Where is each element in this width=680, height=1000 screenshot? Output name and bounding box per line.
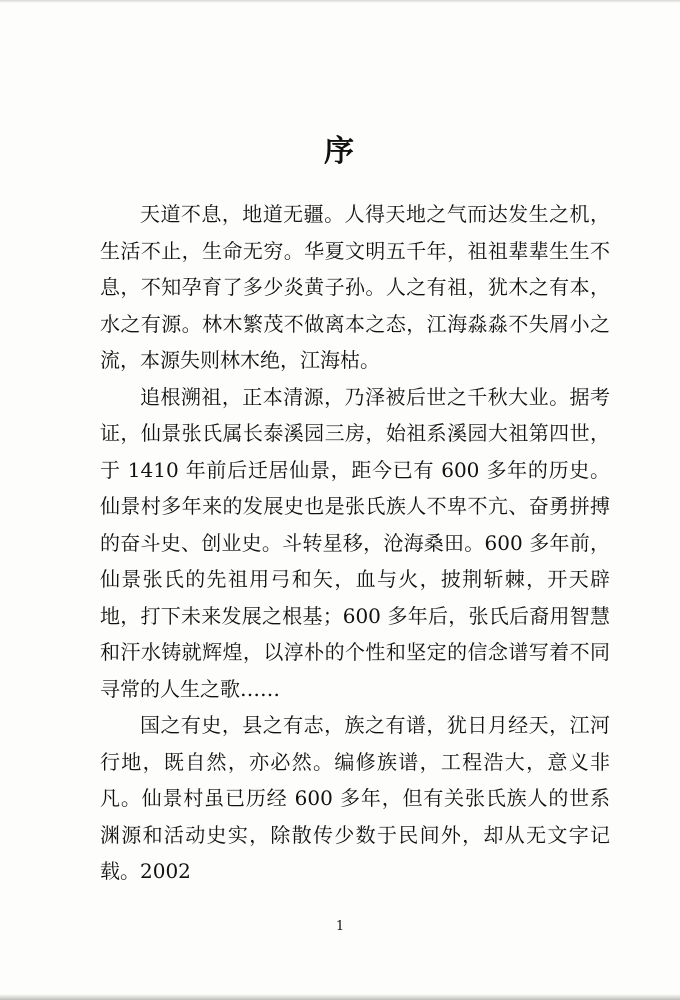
scan-edge-top <box>0 0 680 3</box>
paragraph-2: 追根溯祖，正本清源，乃泽被后世之千秋大业。据考证，仙景张氏属长泰溪园三房，始祖系溪园大祖第四世，于 1410 年前后迁居仙景，距今已有 600 多年的历史。仙景村多年来的发展史也是张氏族人不卑不亢、奋勇拼搏的奋斗史、创业史。斗转星移，沧海桑田。600 多年前，仙景张氏的先祖用弓和矢，血与火，披荆斩棘，开天辟地，打下未来发展之根基；600 多年后，张氏后裔用智慧和汗水铸就辉煌，以淳朴的个性和坚定的信念谱写着不同寻常的人生之歌…… <box>100 384 610 701</box>
page-title: 序 <box>324 134 356 170</box>
scan-edge-bottom <box>0 994 680 1000</box>
paragraph-3: 国之有史，县之有志，族之有谱，犹日月经天，江河行地，既自然，亦必然。编修族谱，工程浩大，意义非凡。仙景村虽已历经 600 多年，但有关张氏族人的世系渊源和活动史实，除散传少数于民间外，却从无文字记载。2002 <box>100 713 610 883</box>
body-text <box>100 196 610 890</box>
paragraph-1: 天道不息，地道无疆。人得天地之气而达发生之机，生活不止，生命无穷。华夏文明五千年，祖祖辈辈生生不息，不知孕育了多少炎黄子孙。人之有祖，犹木之有本，水之有源。林木繁茂不做离本之态，江海淼淼不失屑小之流，本源失则林木绝，江海枯。 <box>100 202 610 372</box>
page-number: 1 <box>335 919 345 934</box>
